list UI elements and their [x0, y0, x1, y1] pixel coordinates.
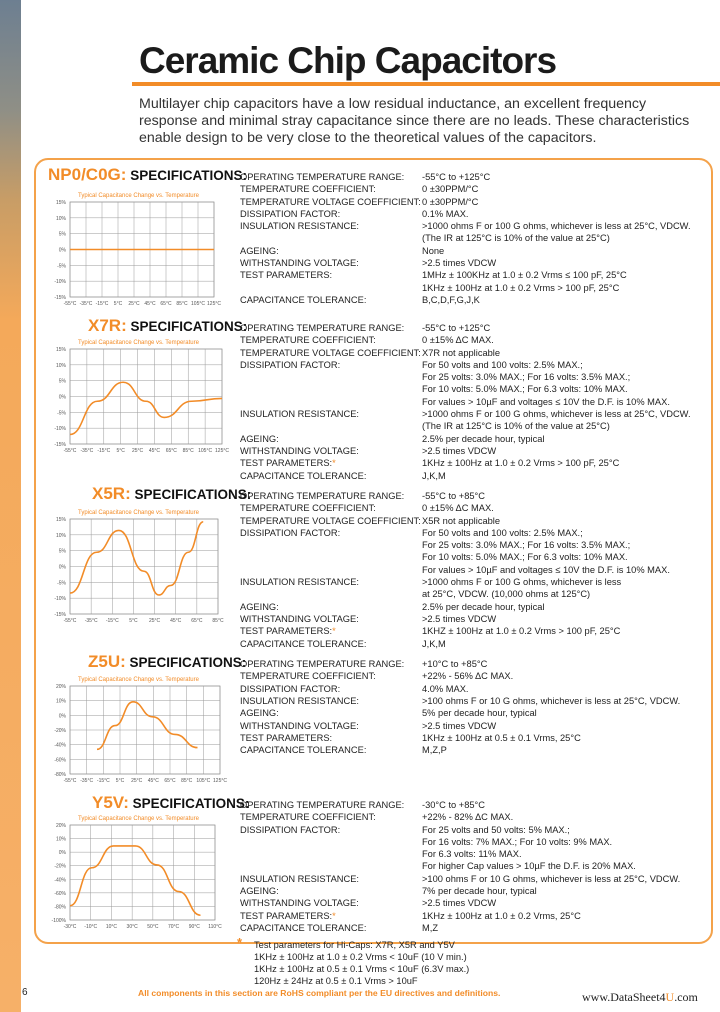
spec-row	[240, 625, 621, 637]
footnote-line: 1KHz ± 100Hz at 1.0 ± 0.2 Vrms < 10uF (10 V min.)	[254, 952, 467, 962]
x-tick-label: 5°C	[129, 618, 138, 624]
spec-value: 1KHz ± 100Hz at 1.0 ± 0.2 Vrms, 25°C	[422, 910, 581, 921]
section-heading-text: SPECIFICATIONS:	[132, 796, 250, 811]
y-tick-label: -10%	[54, 279, 66, 286]
y-tick-label: 20%	[55, 823, 66, 829]
spec-value: For higher Cap values > 10µF the D.F. is 20% MAX.	[422, 861, 636, 872]
spec-value: +10°C to +85°C	[422, 659, 488, 669]
watermark	[582, 990, 698, 1005]
chart-svg	[40, 823, 222, 932]
spec-value: -55°C to +125°C	[422, 172, 491, 182]
spec-value: X5R not applicable	[422, 515, 501, 526]
x-tick-label: 65°C	[164, 778, 176, 784]
sidebar-band	[0, 0, 21, 1012]
y-tick-label: 10%	[55, 532, 66, 539]
spec-value: For values > 10µF and voltages ≤ 10V the D.F. is 10% MAX.	[422, 396, 670, 407]
spec-value: at 25°C, VDCW. (10,000 ohms at 125°C)	[422, 589, 591, 600]
y-tick-label: 0%	[58, 564, 66, 571]
spec-label: AGEING:	[240, 886, 279, 897]
spec-label: INSULATION RESISTANCE:	[240, 695, 359, 706]
spec-label: WITHSTANDING VOLTAGE:	[240, 258, 359, 269]
spec-label: CAPACITANCE TOLERANCE:	[240, 745, 367, 756]
spec-value: 4.0% MAX.	[422, 683, 469, 694]
x-tick-label: -35°C	[80, 448, 94, 454]
footnote-heading: Test parameters for Hi-Caps: X7R, X5R and Y5V	[254, 940, 455, 950]
spec-value: 0 ±30PPM/°C	[422, 184, 479, 195]
temperature-chart	[40, 684, 227, 786]
spec-value: >2.5 times VDCW	[422, 614, 497, 624]
y-tick-label: -15%	[54, 612, 66, 618]
spec-label: OPERATING TEMPERATURE RANGE:	[240, 172, 405, 182]
spec-value: 2.5% per decade hour, typical	[422, 601, 545, 612]
temperature-chart	[40, 347, 229, 456]
page-number: 6	[22, 987, 28, 998]
x-tick-label: -15°C	[105, 618, 119, 624]
section-heading	[88, 652, 246, 672]
x-tick-label: -35°C	[80, 778, 94, 784]
x-tick-label: 25°C	[128, 301, 140, 307]
y-tick-label: -100%	[51, 918, 66, 924]
chart-title: Typical Capacitance Change vs. Temperature	[78, 193, 199, 199]
x-tick-label: -55°C	[63, 778, 77, 784]
spec-value: 0.1% MAX.	[422, 208, 469, 219]
spec-value: For 50 volts and 100 volts: 2.5% MAX.;	[422, 359, 583, 370]
spec-value: >100 ohms F or 10 G ohms, whichever is less at 25°C, VDCW.	[422, 873, 681, 884]
spec-value: 1KHz ± 100Hz at 1.0 ± 0.2 Vrms > 100 pF, 25°C	[422, 282, 620, 293]
page-title: Ceramic Chip Capacitors	[139, 40, 557, 81]
section-code: Z5U:	[88, 652, 126, 671]
spec-label: INSULATION RESISTANCE:	[240, 873, 359, 884]
chart-svg	[40, 517, 222, 626]
y-tick-label: 5%	[58, 378, 66, 385]
x-tick-label: -35°C	[84, 618, 98, 624]
spec-label: AGEING:	[240, 245, 279, 256]
x-tick-label: -15°C	[97, 448, 111, 454]
y-tick-label: 15%	[55, 200, 66, 206]
spec-value: 0 ±15% ΔC MAX.	[422, 503, 494, 514]
y-tick-label: -10%	[54, 426, 66, 433]
spec-label: TEMPERATURE COEFFICIENT:	[240, 812, 376, 823]
x-tick-label: 105°C	[196, 778, 211, 784]
spec-value: >1000 ohms F or 100 G ohms, whichever is less at 25°C, VDCW.	[422, 221, 691, 232]
spec-label: WITHSTANDING VOLTAGE:	[240, 898, 359, 909]
spec-label: INSULATION RESISTANCE:	[240, 221, 359, 232]
watermark-u: U	[665, 990, 675, 1004]
spec-value: M,Z	[422, 923, 439, 933]
spec-value: 5% per decade hour, typical	[422, 708, 537, 719]
temperature-chart	[40, 200, 221, 309]
x-tick-label: 25°C	[131, 448, 144, 454]
spec-value: (The IR at 125°C is 10% of the value at 25°C)	[422, 233, 610, 244]
x-tick-label: -55°C	[63, 448, 77, 454]
x-tick-label: 25°C	[148, 618, 161, 624]
spec-star: *	[332, 910, 336, 921]
y-tick-label: -20%	[54, 863, 66, 870]
spec-value: >2.5 times VDCW	[422, 258, 497, 269]
spec-label: TEST PARAMETERS:	[240, 270, 333, 281]
footnote-star: *	[237, 935, 243, 950]
x-tick-label: 30°C	[126, 924, 138, 930]
x-tick-label: 5°C	[116, 448, 125, 454]
title-underline	[132, 82, 720, 86]
spec-value: 1KHZ ± 100Hz at 1.0 ± 0.2 Vrms > 100 pF, 25°C	[422, 626, 621, 637]
spec-label: TEST PARAMETERS:	[240, 458, 333, 469]
y-tick-label: 10%	[55, 698, 66, 705]
chart-title: Typical Capacitance Change vs. Temperature	[78, 340, 199, 346]
x-tick-label: 85°C	[176, 301, 188, 307]
spec-label: AGEING:	[240, 433, 279, 444]
chart-title: Typical Capacitance Change vs. Temperature	[78, 510, 199, 516]
spec-value: 0 ±15% ΔC MAX.	[422, 335, 494, 346]
x-tick-label: -15°C	[96, 778, 110, 784]
y-tick-label: -80%	[54, 772, 66, 778]
spec-value: 7% per decade hour, typical	[422, 886, 537, 897]
section-heading	[92, 484, 251, 504]
spec-value: >2.5 times VDCW	[422, 446, 497, 456]
watermark-prefix: www.DataSheet4	[582, 990, 666, 1004]
x-tick-label: -15°C	[95, 301, 109, 307]
spec-label: TEMPERATURE COEFFICIENT:	[240, 671, 376, 682]
chart-frame	[70, 825, 215, 920]
spec-value: For 25 volts: 3.0% MAX.; For 16 volts: 3.5% MAX.;	[422, 372, 631, 383]
spec-value: 2.5% per decade hour, typical	[422, 433, 545, 444]
chart-svg	[40, 347, 229, 456]
x-tick-label: 45°C	[144, 301, 156, 307]
spec-label: CAPACITANCE TOLERANCE:	[240, 470, 367, 481]
x-tick-label: 110°C	[208, 924, 222, 930]
spec-value: >2.5 times VDCW	[422, 720, 497, 731]
spec-value: For 10 volts: 5.0% MAX.; For 6.3 volts: 10% MAX.	[422, 384, 628, 395]
x-tick-label: 5°C	[113, 301, 123, 307]
x-tick-label: 25°C	[131, 778, 143, 784]
spec-value: 1KHz ± 100Hz at 1.0 ± 0.2 Vrms > 100 pF, 25°C	[422, 458, 620, 469]
spec-label: AGEING:	[240, 601, 279, 612]
y-tick-label: 0%	[58, 713, 66, 720]
spec-label: OPERATING TEMPERATURE RANGE:	[240, 800, 405, 810]
spec-value: >1000 ohms F or 100 G ohms, whichever is less	[422, 577, 622, 588]
x-tick-label: 105°C	[198, 448, 213, 454]
spec-label: CAPACITANCE TOLERANCE:	[240, 638, 367, 649]
section-heading-text: SPECIFICATIONS:	[130, 168, 247, 183]
x-tick-label: 45°C	[148, 448, 161, 454]
spec-label: AGEING:	[240, 708, 279, 719]
spec-value: >1000 ohms F or 100 G ohms, whichever is less at 25°C, VDCW.	[422, 409, 691, 420]
spec-value: B,C,D,F,G,J,K	[422, 295, 480, 305]
temperature-chart	[40, 517, 222, 626]
y-tick-label: -5%	[57, 580, 66, 587]
footnote-line: 1KHz ± 100Hz at 0.5 ± 0.1 Vrms < 10uF (6.3V max.)	[254, 964, 470, 974]
y-tick-label: -20%	[54, 728, 66, 734]
spec-label: TEST PARAMETERS:	[240, 910, 333, 921]
spec-label: DISSIPATION FACTOR:	[240, 527, 341, 538]
spec-value: For 6.3 volts: 11% MAX.	[422, 849, 522, 860]
spec-value: X7R not applicable	[422, 347, 501, 358]
y-tick-label: 0%	[58, 850, 66, 857]
spec-value: For 25 volts and 50 volts: 5% MAX.;	[422, 824, 570, 835]
spec-label: WITHSTANDING VOLTAGE:	[240, 720, 359, 731]
spec-value: -55°C to +125°C	[422, 323, 491, 333]
x-tick-label: 50°C	[147, 924, 159, 930]
rohs-note: All components in this section are RoHS compliant per the EU directives and definitions.	[138, 988, 501, 998]
section-code: Y5V:	[92, 793, 129, 812]
spec-value: 0 ±30PPM/°C	[422, 196, 479, 207]
section-heading-text: SPECIFICATIONS:	[134, 487, 252, 502]
section-heading-text: SPECIFICATIONS:	[130, 319, 248, 334]
y-tick-label: 5%	[58, 231, 66, 238]
x-tick-label: 85°C	[181, 778, 193, 784]
spec-label: DISSIPATION FACTOR:	[240, 824, 341, 835]
spec-label: TEMPERATURE COEFFICIENT:	[240, 503, 376, 514]
x-tick-label: -55°C	[63, 618, 77, 624]
x-tick-label: 105°C	[191, 301, 205, 307]
spec-value: >100 ohms F or 10 G ohms, whichever is less at 25°C, VDCW.	[422, 695, 681, 706]
section-code: NP0/C0G:	[48, 165, 127, 184]
y-tick-label: -60%	[54, 890, 66, 897]
spec-star: *	[332, 626, 336, 637]
spec-value: >2.5 times VDCW	[422, 898, 497, 909]
y-tick-label: -40%	[54, 877, 66, 884]
y-tick-label: -40%	[54, 742, 66, 749]
x-tick-label: 125°C	[213, 778, 227, 784]
spec-label: TEMPERATURE COEFFICIENT:	[240, 335, 376, 346]
y-tick-label: 15%	[55, 347, 66, 353]
y-tick-label: -15%	[54, 295, 66, 301]
section-code: X5R:	[92, 484, 131, 503]
spec-star: *	[332, 458, 336, 469]
chart-title: Typical Capacitance Change vs. Temperature	[78, 677, 199, 683]
chart-title: Typical Capacitance Change vs. Temperature	[78, 816, 199, 822]
spec-label: DISSIPATION FACTOR:	[240, 683, 341, 694]
spec-label: TEMPERATURE VOLTAGE COEFFICIENT:	[240, 196, 421, 207]
spec-label: OPERATING TEMPERATURE RANGE:	[240, 659, 405, 669]
spec-label: DISSIPATION FACTOR:	[240, 359, 341, 370]
spec-value: For 16 volts: 7% MAX.; For 10 volts: 9% MAX.	[422, 836, 613, 847]
watermark-suffix: .com	[674, 990, 698, 1004]
intro-paragraph: Multilayer chip capacitors have a low residual inductance, an excellent frequency response and minimal stray capacitance since there are no leads. These characteristics enable design to be very close to the theoretical values of the capacitors.	[139, 96, 690, 146]
spec-label: TEST PARAMETERS:	[240, 626, 333, 637]
spec-label: WITHSTANDING VOLTAGE:	[240, 446, 359, 456]
spec-value: For 25 volts: 3.0% MAX.; For 16 volts: 3.5% MAX.;	[422, 540, 631, 551]
spec-value: M,Z,P	[422, 745, 447, 756]
spec-value: 1KHz ± 100Hz at 0.5 ± 0.1 Vrms, 25°C	[422, 732, 581, 743]
spec-row	[240, 910, 581, 922]
spec-value: For values > 10µF and voltages ≤ 10V the D.F. is 10% MAX.	[422, 564, 670, 575]
y-tick-label: -5%	[57, 263, 66, 270]
section-code: X7R:	[88, 316, 127, 335]
y-tick-label: 15%	[55, 517, 66, 523]
x-tick-label: 10°C	[105, 924, 118, 930]
x-tick-label: 85°C	[212, 618, 224, 624]
spec-value: None	[422, 245, 445, 256]
spec-label: OPERATING TEMPERATURE RANGE:	[240, 323, 405, 333]
temperature-chart	[40, 823, 222, 932]
x-tick-label: -55°C	[63, 301, 77, 307]
spec-value: For 10 volts: 5.0% MAX.; For 6.3 volts: 10% MAX.	[422, 552, 628, 563]
x-tick-label: 5°C	[115, 778, 125, 784]
spec-value: J,K,M	[422, 470, 446, 481]
x-tick-label: -10°C	[84, 924, 98, 930]
x-tick-label: 125°C	[215, 448, 229, 454]
spec-label: DISSIPATION FACTOR:	[240, 208, 341, 219]
spec-value: +22% - 56% ΔC MAX.	[422, 671, 514, 682]
x-tick-label: 90°C	[188, 924, 200, 930]
x-tick-label: 125°C	[207, 301, 221, 307]
x-tick-label: -30°C	[63, 924, 77, 930]
x-tick-label: 65°C	[160, 301, 172, 307]
section-heading-text: SPECIFICATIONS:	[129, 655, 247, 670]
section-heading	[48, 165, 247, 185]
x-tick-label: 70°C	[167, 924, 180, 930]
spec-value: J,K,M	[422, 638, 446, 649]
spec-label: CAPACITANCE TOLERANCE:	[240, 923, 367, 933]
x-tick-label: -35°C	[79, 301, 93, 307]
spec-label: WITHSTANDING VOLTAGE:	[240, 614, 359, 624]
x-tick-label: 45°C	[170, 618, 182, 624]
spec-label: INSULATION RESISTANCE:	[240, 409, 359, 420]
x-tick-label: 65°C	[165, 448, 177, 454]
y-tick-label: -15%	[54, 442, 66, 448]
spec-label: TEST PARAMETERS:	[240, 732, 333, 743]
spec-label: TEMPERATURE COEFFICIENT:	[240, 184, 376, 195]
x-tick-label: 65°C	[191, 618, 203, 624]
section-heading	[92, 793, 249, 813]
x-tick-label: 45°C	[147, 778, 159, 784]
x-tick-label: 85°C	[182, 448, 194, 454]
spec-value: +22% - 82% ΔC MAX.	[422, 812, 514, 823]
spec-value: 1MHz ± 100KHz at 1.0 ± 0.2 Vrms ≤ 100 pF, 25°C	[422, 270, 627, 281]
y-tick-label: -60%	[54, 757, 66, 764]
spec-label: INSULATION RESISTANCE:	[240, 577, 359, 588]
y-tick-label: -80%	[54, 904, 66, 911]
section-heading	[88, 316, 247, 336]
y-tick-label: 10%	[55, 836, 66, 843]
spec-value: -30°C to +85°C	[422, 800, 485, 810]
spec-label: TEMPERATURE VOLTAGE COEFFICIENT:	[240, 515, 421, 526]
y-tick-label: 0%	[58, 247, 66, 254]
y-tick-label: 0%	[58, 394, 66, 401]
y-tick-label: 5%	[58, 548, 66, 555]
spec-value: -55°C to +85°C	[422, 491, 485, 501]
spec-label: OPERATING TEMPERATURE RANGE:	[240, 491, 405, 501]
y-tick-label: 10%	[55, 215, 66, 222]
spec-row	[240, 457, 620, 469]
y-tick-label: 20%	[55, 684, 66, 690]
y-tick-label: -5%	[57, 410, 66, 417]
spec-label: CAPACITANCE TOLERANCE:	[240, 295, 367, 305]
footnote-line: 120Hz ± 24Hz at 0.5 ± 0.1 Vrms > 10uF	[254, 976, 418, 986]
y-tick-label: 10%	[55, 362, 66, 369]
chart-svg	[40, 684, 227, 786]
spec-value: For 50 volts and 100 volts: 2.5% MAX.;	[422, 527, 583, 538]
y-tick-label: -10%	[54, 596, 66, 603]
spec-value: (The IR at 125°C is 10% of the value at 25°C)	[422, 421, 610, 432]
chart-svg	[40, 200, 221, 309]
spec-label: TEMPERATURE VOLTAGE COEFFICIENT:	[240, 347, 421, 358]
